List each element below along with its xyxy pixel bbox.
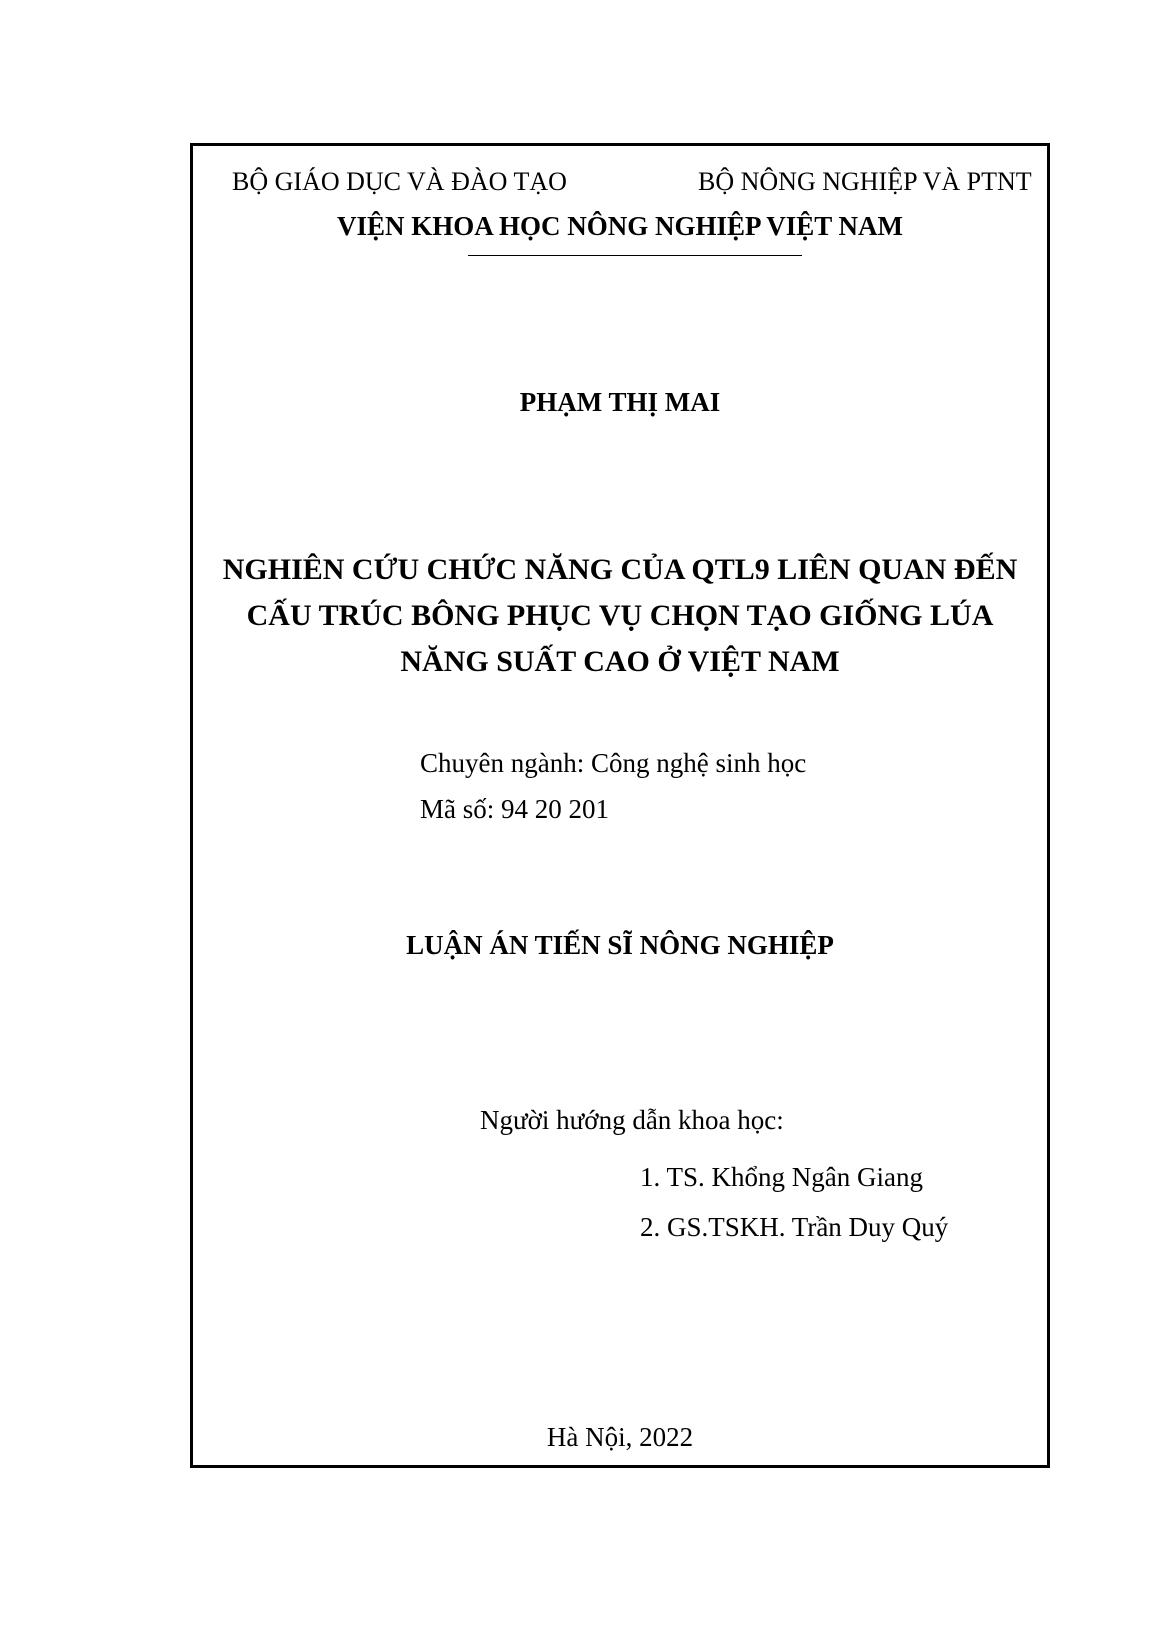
thesis-title-line-1: NGHIÊN CỨU CHỨC NĂNG CỦA QTL9 LIÊN QUAN ĐẾN	[222, 553, 1018, 586]
specialty-label: Chuyên ngành: Công nghệ sinh học	[420, 748, 807, 778]
specialty-code: Mã số: 94 20 201	[420, 794, 609, 824]
advisors-label: Người hướng dẫn khoa học:	[480, 1105, 784, 1135]
thesis-title-line-3: NĂNG SUẤT CAO Ở VIỆT NAM	[400, 645, 840, 678]
thesis-title-line-2: CẤU TRÚC BÔNG PHỤC VỤ CHỌN TẠO GIỐNG LÚA	[246, 599, 994, 632]
advisor-item: 2. GS.TSKH. Trần Duy Quý	[640, 1212, 949, 1242]
place-and-year: Hà Nội, 2022	[546, 1422, 694, 1452]
page-border-frame	[190, 143, 1050, 1468]
institute-heading: VIỆN KHOA HỌC NÔNG NGHIỆP VIỆT NAM	[336, 211, 904, 241]
advisor-item: 1. TS. Khổng Ngân Giang	[640, 1162, 923, 1192]
ministry-education-heading: BỘ GIÁO DỤC VÀ ĐÀO TẠO	[232, 167, 567, 196]
author-name: PHẠM THỊ MAI	[519, 387, 721, 417]
degree-title: LUẬN ÁN TIẾN SĨ NÔNG NGHIỆP	[406, 930, 834, 960]
ministry-agriculture-heading: BỘ NÔNG NGHIỆP VÀ PTNT	[698, 167, 1032, 196]
header-underline	[468, 255, 802, 256]
